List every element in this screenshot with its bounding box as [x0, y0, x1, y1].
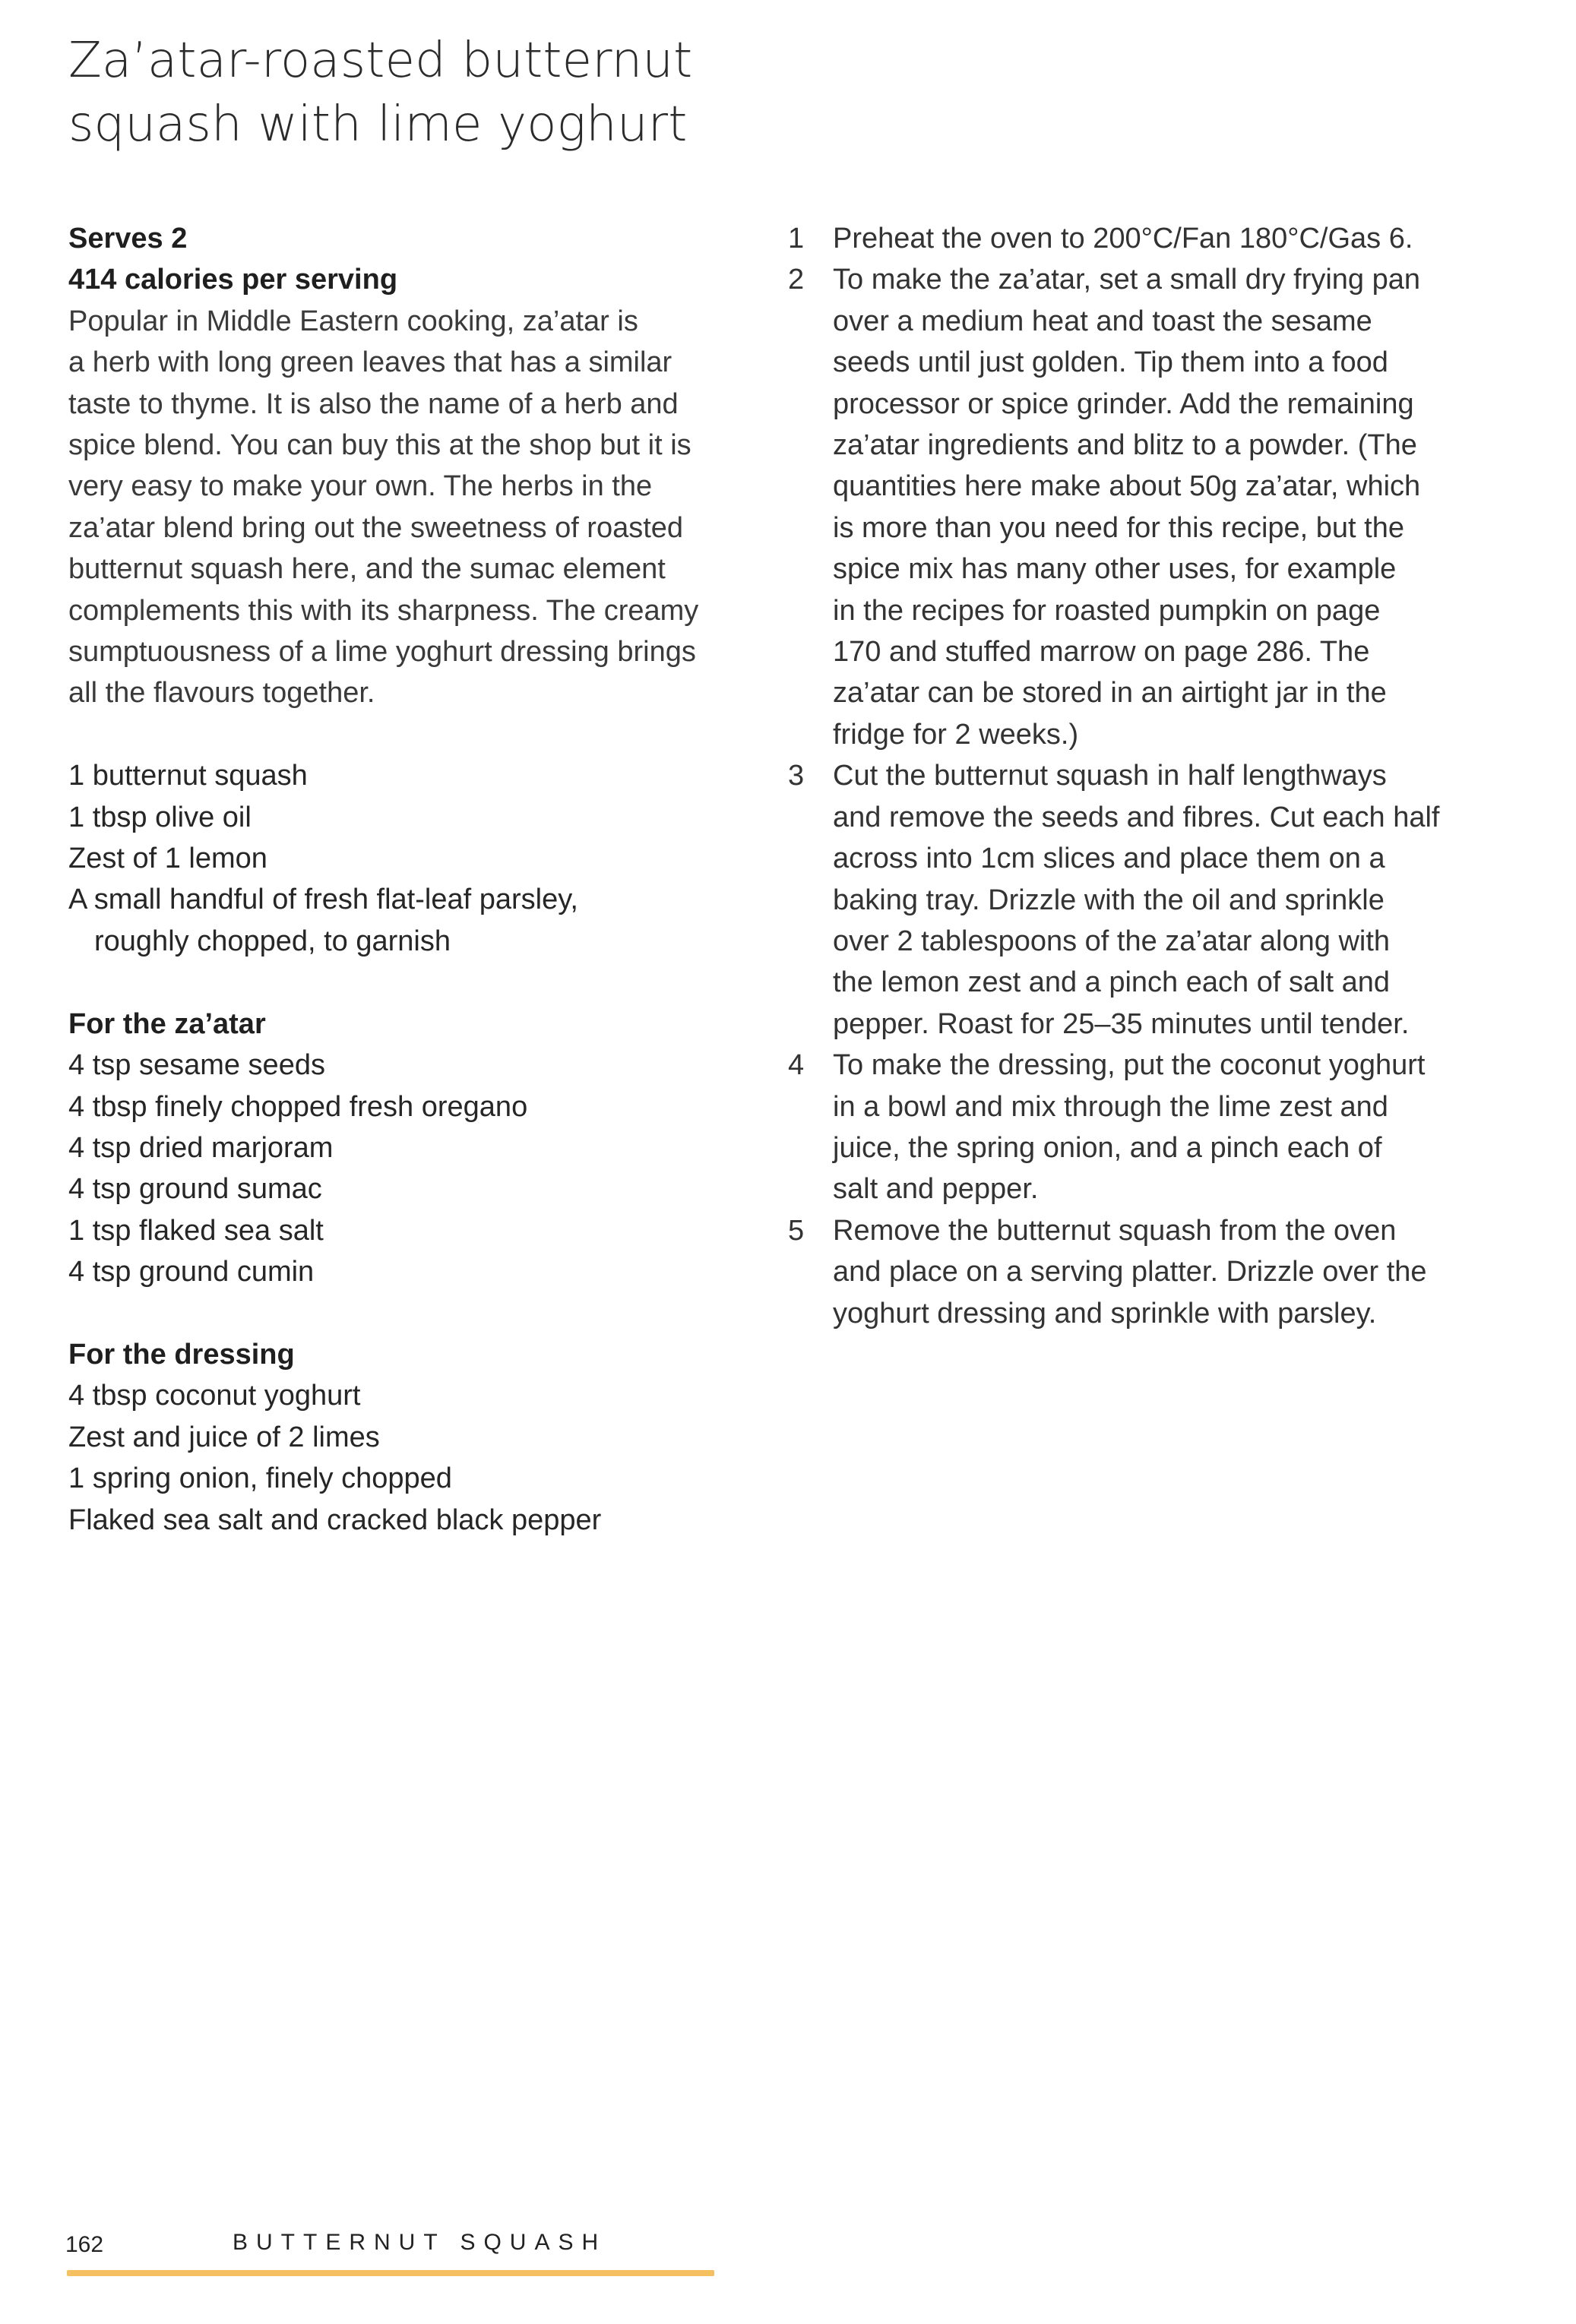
- intro-line: complements this with its sharpness. The creamy: [68, 594, 699, 627]
- intro-line: spice blend. You can buy this at the shop but it is: [68, 429, 691, 462]
- title-line: squash with lime yoghurt: [68, 96, 688, 153]
- step-line: Cut the butternut squash in half lengthways: [833, 760, 1387, 792]
- intro-line: very easy to make your own. The herbs in the: [68, 470, 653, 503]
- ingredient-item: 4 tsp ground sumac: [68, 1173, 322, 1206]
- intro-line: butternut squash here, and the sumac element: [68, 553, 666, 586]
- step-line: over 2 tablespoons of the za’atar along with: [833, 925, 1391, 957]
- ingredient-item: 1 butternut squash: [68, 760, 308, 792]
- ingredient-item: 1 spring onion, finely chopped: [68, 1462, 452, 1495]
- step-number: 4: [788, 1049, 805, 1082]
- title-line: Za’atar-roasted butternut: [68, 33, 693, 89]
- step-number: 3: [788, 760, 805, 792]
- ingredient-item: 1 tbsp olive oil: [68, 801, 252, 833]
- running-section-title: BUTTERNUT SQUASH: [233, 2230, 607, 2255]
- step-line: in the recipes for roasted pumpkin on page: [833, 594, 1381, 627]
- method-step: [786, 259, 1553, 755]
- ingredient-continuation: roughly chopped, to garnish: [94, 925, 451, 957]
- step-line: To make the dressing, put the coconut yoghurt: [833, 1049, 1426, 1082]
- recipe-title: [68, 29, 692, 157]
- step-number: 1: [788, 223, 805, 255]
- intro-paragraph: [68, 301, 729, 714]
- step-line: is more than you need for this recipe, but the: [833, 511, 1404, 544]
- footer-rule: [67, 2270, 714, 2276]
- method-step: [786, 1045, 1553, 1210]
- intro-line: sumptuousness of a lime yoghurt dressing brings: [68, 636, 696, 669]
- method-column: [786, 218, 1553, 1334]
- step-line: processor or spice grinder. Add the remaining: [833, 387, 1414, 420]
- step-line: za’atar can be stored in an airtight jar in the: [833, 677, 1387, 710]
- step-line: the lemon zest and a pinch each of salt and: [833, 966, 1391, 999]
- ingredient-item: 4 tsp sesame seeds: [68, 1049, 325, 1082]
- method-step: [786, 1210, 1553, 1334]
- step-line: over a medium heat and toast the sesame: [833, 305, 1372, 337]
- step-line: seeds until just golden. Tip them into a food: [833, 346, 1388, 379]
- step-line: za’atar ingredients and blitz to a powder. (The: [833, 429, 1417, 462]
- step-line: in a bowl and mix through the lime zest and: [833, 1090, 1388, 1123]
- ingredient-item: 1 tsp flaked sea salt: [68, 1214, 324, 1247]
- step-line: Preheat the oven to 200°C/Fan 180°C/Gas 6.: [833, 223, 1413, 255]
- serves: Serves 2: [68, 223, 188, 255]
- ingredient-item: 4 tsp dried marjoram: [68, 1131, 334, 1164]
- step-line: pepper. Roast for 25–35 minutes until tender.: [833, 1007, 1410, 1040]
- step-line: across into 1cm slices and place them on a: [833, 843, 1385, 875]
- zaatar-ingredients-list: [68, 1045, 729, 1292]
- step-line: 170 and stuffed marrow on page 286. The: [833, 636, 1370, 669]
- intro-line: Popular in Middle Eastern cooking, za’atar is: [68, 305, 638, 337]
- step-line: Remove the butternut squash from the oven: [833, 1214, 1397, 1247]
- dressing-heading: For the dressing: [68, 1338, 295, 1371]
- ingredient-item: 4 tbsp finely chopped fresh oregano: [68, 1090, 528, 1123]
- step-line: spice mix has many other uses, for example: [833, 553, 1397, 586]
- step-number: 5: [788, 1214, 805, 1247]
- intro-line: a herb with long green leaves that has a similar: [68, 346, 672, 379]
- step-line: yoghurt dressing and sprinkle with parsley.: [833, 1297, 1377, 1330]
- main-ingredients-list: [68, 755, 729, 962]
- step-line: and place on a serving platter. Drizzle over the: [833, 1256, 1427, 1288]
- intro-line: taste to thyme. It is also the name of a herb and: [68, 387, 679, 420]
- method-steps: [786, 218, 1553, 1334]
- step-line: quantities here make about 50g za’atar, which: [833, 470, 1421, 503]
- method-step: [786, 755, 1553, 1045]
- ingredient-item: 4 tbsp coconut yoghurt: [68, 1380, 361, 1412]
- ingredient-item: Zest and juice of 2 limes: [68, 1421, 380, 1453]
- step-number: 2: [788, 264, 805, 296]
- calories: 414 calories per serving: [68, 264, 398, 296]
- ingredient-line: A small handful of fresh flat-leaf parsley,: [68, 884, 578, 916]
- step-line: juice, the spring onion, and a pinch each of: [833, 1131, 1382, 1164]
- step-line: salt and pepper.: [833, 1173, 1039, 1206]
- dressing-ingredients-list: [68, 1375, 729, 1541]
- step-line: To make the za’atar, set a small dry frying pan: [833, 264, 1421, 296]
- zaatar-heading: For the za’atar: [68, 1007, 266, 1040]
- intro-line: za’atar blend bring out the sweetness of roasted: [68, 511, 684, 544]
- step-line: baking tray. Drizzle with the oil and sprinkle: [833, 884, 1385, 916]
- ingredient-item: Zest of 1 lemon: [68, 843, 267, 875]
- method-step: [786, 218, 1553, 259]
- ingredient-item: [68, 879, 729, 962]
- recipe-info-column: [68, 218, 729, 1541]
- intro-line: all the flavours together.: [68, 677, 375, 710]
- ingredient-item: 4 tsp ground cumin: [68, 1256, 315, 1288]
- step-line: fridge for 2 weeks.): [833, 718, 1079, 751]
- page-number: 162: [65, 2232, 104, 2257]
- ingredient-item: Flaked sea salt and cracked black pepper: [68, 1503, 602, 1536]
- step-line: and remove the seeds and fibres. Cut each half: [833, 801, 1440, 833]
